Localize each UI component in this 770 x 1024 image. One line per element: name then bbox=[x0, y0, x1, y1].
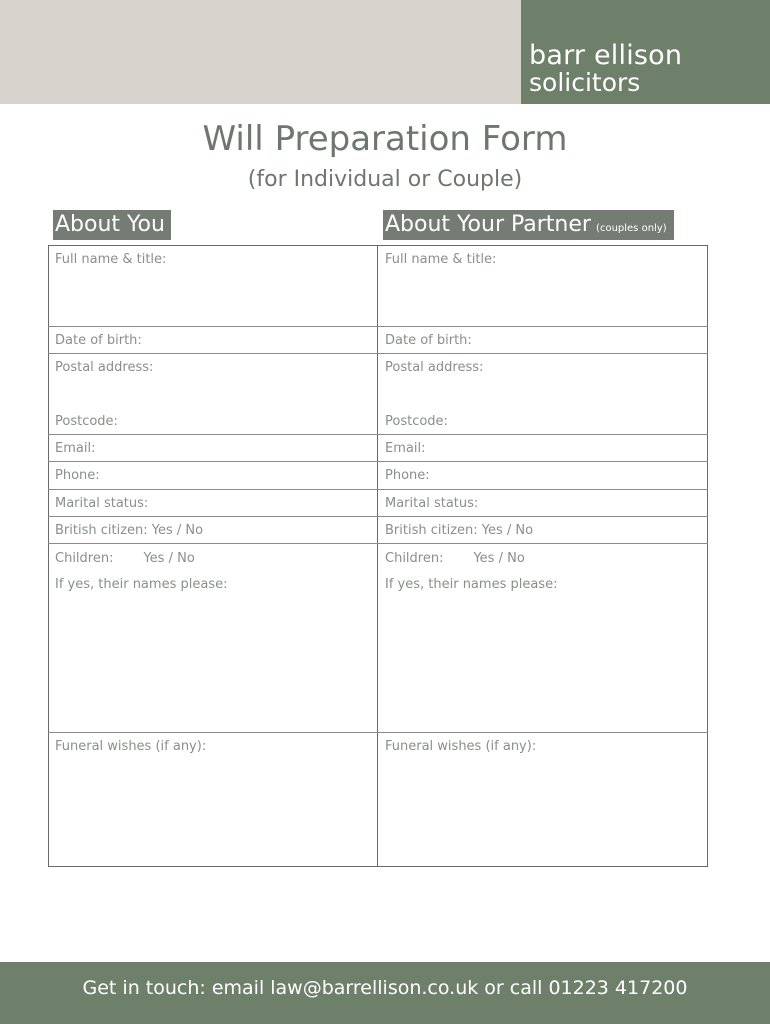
page-subtitle: (for Individual or Couple) bbox=[247, 167, 523, 192]
row-divider bbox=[48, 461, 708, 462]
brand-tagline: solicitors bbox=[529, 68, 641, 97]
footer-contact: Get in touch: email law@barrellison.co.uk or call 01223 417200 bbox=[82, 977, 688, 999]
footer-bar bbox=[0, 962, 770, 1024]
partner-field-children[interactable] bbox=[385, 551, 525, 566]
section-about-you-title: About You bbox=[55, 212, 165, 237]
row-divider bbox=[48, 732, 708, 733]
field-dob[interactable]: Date of birth: bbox=[55, 333, 142, 348]
field-children-names[interactable]: If yes, their names please: bbox=[55, 577, 228, 592]
field-postcode[interactable]: Postcode: bbox=[55, 414, 118, 429]
row-divider bbox=[48, 489, 708, 490]
section-about-partner bbox=[383, 210, 674, 240]
row-divider bbox=[48, 326, 708, 327]
field-children-options[interactable]: Yes / No bbox=[143, 551, 195, 566]
partner-field-british-citizen[interactable]: British citizen: Yes / No bbox=[385, 523, 534, 538]
partner-field-marital-status[interactable]: Marital status: bbox=[385, 496, 479, 511]
partner-field-email[interactable]: Email: bbox=[385, 441, 426, 456]
row-divider bbox=[48, 516, 708, 517]
column-divider bbox=[377, 245, 378, 867]
brand-name: barr ellison bbox=[529, 40, 683, 71]
page-title: Will Preparation Form bbox=[202, 119, 568, 159]
field-funeral-wishes[interactable]: Funeral wishes (if any): bbox=[55, 739, 207, 754]
section-about-partner-note: (couples only) bbox=[596, 223, 667, 234]
partner-field-postal-address[interactable]: Postal address: bbox=[385, 360, 484, 375]
field-children[interactable] bbox=[55, 551, 195, 566]
row-divider bbox=[48, 543, 708, 544]
header-band bbox=[0, 0, 521, 104]
row-divider bbox=[48, 434, 708, 435]
field-marital-status[interactable]: Marital status: bbox=[55, 496, 149, 511]
section-about-you bbox=[53, 210, 171, 240]
field-phone[interactable]: Phone: bbox=[55, 468, 100, 483]
partner-field-phone[interactable]: Phone: bbox=[385, 468, 430, 483]
row-divider bbox=[48, 353, 708, 354]
partner-field-postcode[interactable]: Postcode: bbox=[385, 414, 448, 429]
partner-field-children-label: Children: bbox=[385, 551, 444, 566]
field-full-name[interactable]: Full name & title: bbox=[55, 252, 167, 267]
field-british-citizen[interactable]: British citizen: Yes / No bbox=[55, 523, 204, 538]
partner-field-funeral-wishes[interactable]: Funeral wishes (if any): bbox=[385, 739, 537, 754]
partner-field-children-names[interactable]: If yes, their names please: bbox=[385, 577, 558, 592]
partner-field-dob[interactable]: Date of birth: bbox=[385, 333, 472, 348]
field-email[interactable]: Email: bbox=[55, 441, 96, 456]
field-postal-address[interactable]: Postal address: bbox=[55, 360, 154, 375]
section-about-partner-title: About Your Partner bbox=[385, 212, 591, 237]
partner-field-full-name[interactable]: Full name & title: bbox=[385, 252, 497, 267]
partner-field-children-options[interactable]: Yes / No bbox=[473, 551, 525, 566]
field-children-label: Children: bbox=[55, 551, 114, 566]
brand-logo bbox=[521, 0, 770, 104]
